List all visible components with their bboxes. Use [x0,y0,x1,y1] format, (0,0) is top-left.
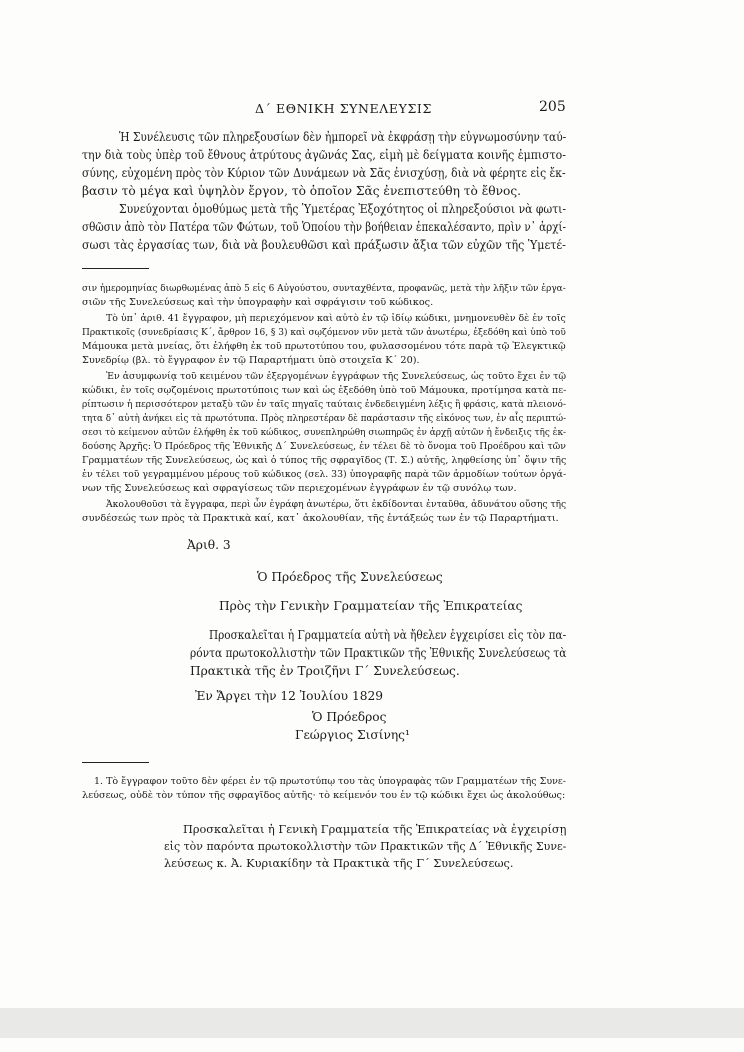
note-line: Πρακτικοῖς (συνεδρίασις Κ΄, ἄρθρον 16, § 3) καὶ σῳζόμενον νῦν μετὰ τῶν ἀνωτέρω, ἐξεδόθη καὶ ὑπὸ τοῦ [82,327,566,338]
footnote-quote-line: εἰς τὸν παρόντα πρωτοκολλιστὴν τῶν Πρακτικῶν τῆς Δ΄ Ἐθνικῆς Συνε- [164,840,567,853]
body-line: βασιν τὸ μέγα καὶ ὑψηλὸν ἔργον, τὸ ὁποῖον Σᾶς ἐνεπιστεύθη τὸ ἔθνος. [82,184,522,198]
note-line: Συνεδρίῳ (βλ. τὸ ἔγγραφον ἐν τῷ Παραρτήματι ὑπὸ στοιχεῖα Κ΄ 20). [82,355,420,366]
footnote-line: 1. Τὸ ἔγγραφον τοῦτο δὲν φέρει ἐν τῷ πρωτοτύπῳ του τὰς ὑπογραφὰς τῶν Γραμματέων τῆς Συνε- [94,776,566,787]
note-line: ρίπτωσιν ἡ περισσότερον μεταξὺ τῶν ἐν ταῖς πηγαῖς ταύταις ἐνδεδειγμένη λέξις ἢ φράσις, κατὰ πλειονό- [82,399,567,410]
note-line: Ἀκολουθοῦσι τὰ ἔγγραφα, περὶ ὧν ἐγράφη ἀνωτέρω, ὅτι ἐκδίδονται ἐνταῦθα, ἀδυνάτου οὔσης τῆς [106,499,567,510]
document-date-place: Ἐν Ἄργει τὴν 12 Ἰουλίου 1829 [195,689,383,703]
note-line: Τὸ ὑπ᾽ ἀριθ. 41 ἔγγραφον, μὴ περιεχόμενον καὶ αὐτὸ ἐν τῷ ἰδίῳ κώδικι, μνημονευθὲν δὲ ἐν τοῖς [106,313,566,324]
document-sender: Ὁ Πρόεδρος τῆς Συνελεύσεως [257,570,443,584]
note-line: Ἐν ἀσυμφωνίᾳ τοῦ κειμένου τῶν ἐξεργομένων ἐγγράφων τῆς Συνελεύσεως, ὡς τοῦτο ἔχει ἐν τῷ [106,371,567,382]
document-body-line: ρόντα πρωτοκολλιστὴν τῶν Πρακτικῶν τῆς Ἐθνικῆς Συνελεύσεως τὰ [190,646,567,660]
note-line: τητα δ᾽ αὐτὴ ἀνήκει εἰς τὰ πρωτότυπα. Πρὸς πληρεστέραν δὲ παράστασιν τῆς εἰκόνος των, ἐν αἷς περιπτώ- [82,413,567,424]
page-number: 205 [539,99,566,115]
note-line: σιῶν τῆς Συνελεύσεως καὶ τὴν ὑπογραφὴν καὶ σφράγισιν τοῦ κώδικος. [82,297,434,308]
note-line: Μάμουκα μετὰ μνείας, ὅτι ἐλήφθη ἐκ τοῦ πρωτοτύπου του, φυλασσομένου τότε παρὰ τῷ Ἐλεγκτικῷ [82,341,566,352]
note-line: κώδικι, ἐν τοῖς σῳζομένοις πρωτοτύποις των καὶ ὡς ἐξεδόθη ὑπὸ τοῦ Μάμουκα, προτίμησα κατὰ πε- [82,385,567,396]
body-line: σύνης, εὐχομένη πρὸς τὸν Κύριον τῶν Δυνάμεων νὰ Σᾶς ἐνισχύσῃ, διὰ νὰ φέρητε εἰς ἔκ- [82,166,566,180]
body-line: Ἡ Συνέλευσις τῶν πληρεξουσίων δὲν ἠμπορεῖ νὰ ἐκφράσῃ τὴν εὐγνωμοσύνην ταύ- [119,130,567,144]
body-line: σθῶσιν ἀπὸ τὸν Πατέρα τῶν Φώτων, τοῦ Ὁποίου τὴν βοήθειαν ἐπεκαλέσαντο, πρὶν ν᾽ ἀρχί- [82,220,567,234]
note-line: συνδέσεώς των πρὸς τὰ Πρακτικὰ καί, κατ᾽ ἀκολουθίαν, τῆς ἐντάξεώς των ἐν τῷ Παραρτήματι. [82,513,559,524]
note-line: δούσης Ἀρχῆς: Ὁ Πρόεδρος τῆς Ἐθνικῆς Δ΄ Συνελεύσεως, ἐν τέλει δὲ τὸ ὄνομα τοῦ Προέδρου καὶ τῶν [82,441,566,452]
footnote-separator [82,762,149,763]
note-line: σιν ἡμερομηνίας διωρθωμένας ἀπὸ 5 εἰς 6 Αὐγούστου, συνταχθέντα, προφανῶς, μετὰ τὴν λῆξιν τῶν ἐργα- [82,283,566,294]
signer-title: Ὁ Πρόεδρος [312,710,387,724]
footnote-quote-line: Προσκαλεῖται ἡ Γενικὴ Γραμματεία τῆς Ἐπικρατείας νὰ ἐγχειρίσῃ [183,823,567,836]
note-line: σεσι τὸ κείμενον αὐτῶν ἐλήφθη ἐκ τοῦ κώδικος, συνεπληρώθη σιωπηρῶς ἐν ἀρχῇ αὐτῶν ἡ ἔνδειξις τῆς ἐκ- [82,427,567,438]
footnote-line: λεύσεως, οὐδὲ τὸν τύπον τῆς σφραγῖδος αὐτῆς· τὸ κείμενόν του ἐν τῷ κώδικι ἔχει ὡς ἀκολούθως: [82,790,566,801]
footnote-quote-line: λεύσεως κ. Ἀ. Κυριακίδην τὰ Πρακτικὰ τῆς Γ΄ Συνελεύσεως. [164,857,514,870]
signer-name: Γεώργιος Σισίνης¹ [295,728,410,742]
body-line: την διὰ τοὺς ὑπὲρ τοῦ ἔθνους ἀτρύτους ἀγῶνάς Σας, εἰμὴ μὲ δείγματα κοινῆς ἐμπιστο- [82,148,566,162]
scan-edge-band [0,1008,744,1038]
document-recipient: Πρὸς τὴν Γενικὴν Γραμματείαν τῆς Ἐπικρατείας [219,599,523,613]
note-line: ἐν τέλει τοῦ γεγραμμένου μέρους τοῦ κώδικος (σελ. 33) ὑπογραφῆς παρὰ τῶν ἁρμοδίων τούτων ὀργά- [82,469,567,480]
body-line: σωσι τὰς ἐργασίας των, διὰ νὰ βουλευθῶσι καὶ πράξωσιν ἄξια τῶν εὐχῶν τῆς Ὑμετέ- [82,238,566,252]
note-line: νων τῆς Συνελεύσεως καὶ σφραγίσεως τῶν περιεχομένων ἐγγράφων ἐν τῷ συνόλῳ των. [82,483,517,494]
document-body-line: Πρακτικὰ τῆς ἐν Τροιζῆνι Γ΄ Συνελεύσεως. [190,664,460,678]
note-line: Γραμματέων τῆς Συνελεύσεως, ὡς καὶ ὁ τύπος τῆς σφραγῖδος (Τ. Σ.) αὐτῆς, ληφθείσης ὑπ᾽ ὄψιν τῆς [82,455,567,466]
document-body-line: Προσκαλεῖται ἡ Γραμματεία αὐτὴ νὰ ἤθελεν ἐγχειρίσει εἰς τὸν πα- [209,628,567,642]
document-number: Ἀριθ. 3 [187,538,231,552]
notes-separator [82,268,149,269]
body-line: Συνεύχονται ὁμοθύμως μετὰ τῆς Ὑμετέρας Ἐξοχότητος οἱ πληρεξούσιοι νὰ φωτι- [119,202,567,216]
running-head: Δ΄ ΕΘΝΙΚΗ ΣΥΝΕΛΕΥΣΙΣ [255,101,432,116]
